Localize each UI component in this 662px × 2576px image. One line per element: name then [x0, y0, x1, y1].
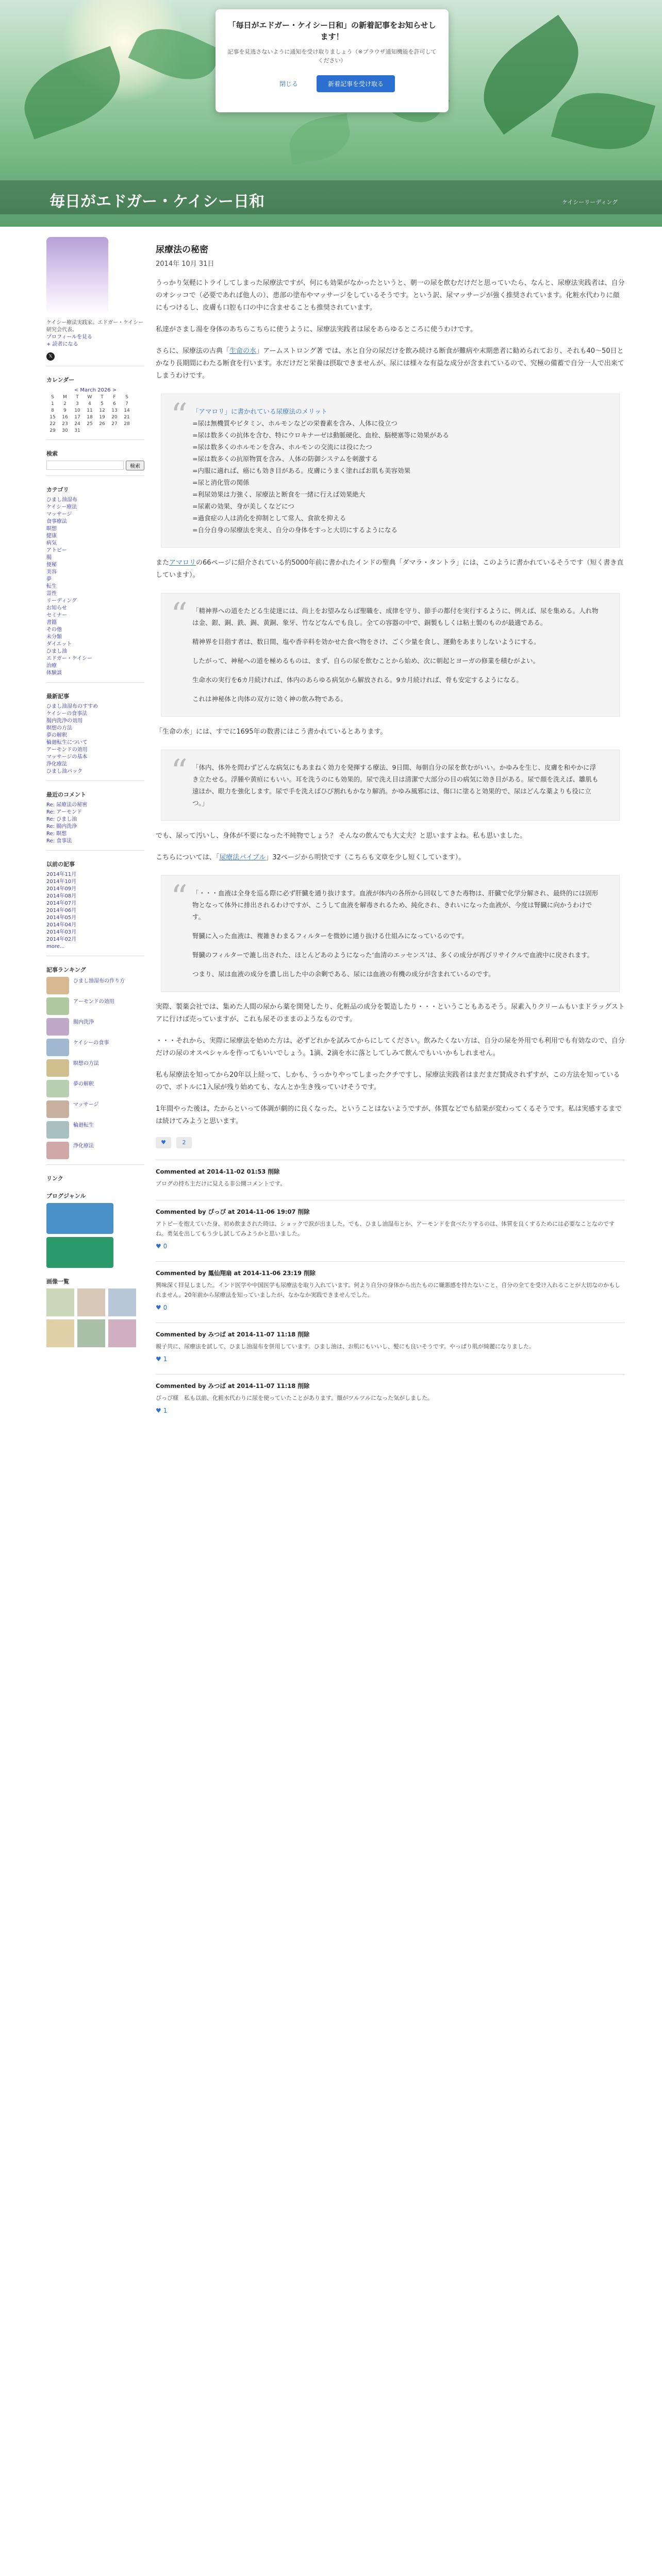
text: 」32ページから明快です（こちらも文章を少し短くしています）。	[266, 854, 466, 861]
book-link[interactable]: アマロリ	[169, 559, 196, 567]
ranking-thumb	[46, 997, 69, 1015]
post-paragraph: うっかり気軽にトライしてしまった尿療法ですが、何にも効果がなかったというと、朝一の尿を飲むだけだと思っていたら、なんと、尿療法実践者は、自分のオシッコで（必要であれば他人の）、患部の塗布やマッサージをしているそうです。という訳、尿マッサージが強く推奨されています。化粧水代わりに顔にもつけるし、皮膚も口腔も口の中に含ませることも推奨されています。	[156, 279, 625, 312]
recent-post-link[interactable]: 腸内洗浄の効用	[46, 718, 82, 724]
calendar-day[interactable]: 1	[51, 401, 54, 406]
ranking-item[interactable]	[46, 1080, 144, 1097]
recent-post-link[interactable]: 夢の解釈	[46, 733, 67, 738]
banner-ad[interactable]	[46, 1237, 113, 1268]
like-icon[interactable]: ♥	[156, 1407, 163, 1414]
calendar-day[interactable]: 15	[49, 415, 56, 420]
comment-header: Commented at 2014-11-02 01:53 削除	[156, 1168, 280, 1175]
quote-line: 腎臓のフィルターで漉し出された、ほとんどあのようになった‘血清のエッセンス’は、多くの成分が再びリサイクルで血液中に戻されます。	[192, 951, 594, 959]
calendar-day[interactable]: 8	[51, 408, 54, 413]
comment	[156, 1374, 625, 1414]
ranking-title: 記事ランキング	[46, 967, 86, 973]
calendar-day[interactable]: 25	[87, 421, 93, 427]
quote-line: したがって、神秘への道を極めるものは、まず、自らの尿を飲むことから始め、次に朝起とヨーガの修業を積むがよい。	[192, 657, 540, 665]
like-count: 1	[163, 1355, 168, 1363]
like-icon[interactable]: ♥	[156, 1137, 171, 1148]
post-paragraph: でも、尿って汚いし、身体が不要になった不純物でしょう？ そんなの飲んでも大丈夫？と思いますよね。私も思いました。	[156, 832, 527, 840]
post-paragraph: 「生命の水」には、すでに1695年の数書にはこう書かれているとあります。	[156, 728, 387, 736]
calendar-day[interactable]: 9	[63, 408, 67, 413]
categories-title: カテゴリ	[46, 486, 69, 493]
quote-line: =過食症の人は消化を抑制として常人、食欲を抑える	[192, 514, 346, 522]
quote-line: =利尿効果は力強く、尿療法と断食を一緒に行えば効果絶大	[192, 490, 366, 498]
ranking-list	[46, 977, 144, 1159]
ranking-thumb	[46, 1100, 69, 1118]
quote-mark-icon: “	[171, 596, 188, 634]
category-list	[46, 497, 144, 677]
archive-title: 以前の記事	[46, 861, 75, 868]
calendar-day: T	[76, 395, 79, 400]
recent-post-link[interactable]: ひまし油パック	[46, 769, 82, 774]
quote-line: 生命水の実行を6カ月続ければ、体内のあらゆる病気から解放される。9カ月続ければ、骨も安定するようになる。	[192, 676, 523, 684]
recent-comment-link[interactable]: Re: 尿療法の秘密	[46, 802, 88, 808]
ranking-link[interactable]: アーモンドの効用	[73, 999, 114, 1005]
category-link[interactable]: 健康	[46, 533, 57, 539]
like-count: 0	[163, 1304, 168, 1311]
archive-list	[46, 871, 144, 951]
image-thumb[interactable]	[46, 1289, 74, 1316]
ranking-link[interactable]: 輪廻転生	[73, 1123, 94, 1128]
post-title[interactable]: 尿療法の秘密	[156, 245, 208, 255]
quote-mark-icon: “	[171, 878, 188, 917]
profile-link[interactable]: プロフィールを見る	[46, 334, 92, 340]
quote-mark-icon: “	[171, 753, 188, 791]
calendar-day[interactable]: 17	[74, 415, 80, 420]
calendar-day[interactable]: 7	[125, 401, 128, 406]
links-title: リンク	[46, 1175, 63, 1182]
comment	[156, 1200, 625, 1250]
category-link[interactable]: ダイエット	[46, 641, 72, 647]
category-link[interactable]: 美容	[46, 569, 57, 575]
category-link[interactable]: 転生	[46, 584, 57, 589]
recent-list	[46, 703, 144, 775]
calendar-day[interactable]: 6	[113, 401, 116, 406]
blockquote	[161, 750, 620, 821]
calendar-day	[84, 428, 96, 434]
quote-mark-icon: “	[171, 397, 188, 435]
site-title[interactable]: 毎日がエドガー・ケイシー日和	[49, 193, 264, 211]
post-paragraph: ・・・それから、実際に尿療法を始めた方は、必ずどれかを試みてからにしてください。飲みたくない方は、自分の尿を外用でも利用でも有効なので、自分だけの尿のオスペシャルを作ってもいいでしょう。1滴、2滴を水に落としてしみて飲んでもいいかもしれません。	[156, 1037, 625, 1057]
recent-comments-list	[46, 802, 144, 845]
category-link[interactable]: アトピー	[46, 548, 67, 553]
ranking-item[interactable]	[46, 1018, 144, 1036]
category-link[interactable]: 瞑想	[46, 526, 57, 532]
category-link[interactable]: セミナー	[46, 613, 67, 618]
text: 」アームストロング著 では、水と自分の尿だけを飲み続ける断食が難病や末期患者に勧められており、それも40～50日とかなり長期間にわたる断食を行います。水だけだと栄養は摂取できませんが、尿には様々な有益な成分が含まれているので、究極の備蓄で自分一人で出来てしまうわけです。	[156, 347, 624, 380]
quote-content	[192, 405, 602, 536]
calendar-day: M	[63, 395, 67, 400]
image-thumb[interactable]	[77, 1289, 105, 1316]
calendar-day[interactable]: 29	[49, 428, 56, 433]
ranking-thumb	[46, 1059, 69, 1077]
search-input[interactable]	[46, 461, 124, 470]
post-paragraph: 私達がさまし湯を身体のあちらこちらに使うように、尿療法実践者は尿をあらゆるところに使うわけです。	[156, 326, 477, 333]
archive-link[interactable]: 2014年07月	[46, 901, 77, 906]
quote-line: これは神秘体と肉体の双方に効く神の飲み物である。	[192, 695, 347, 703]
category-link[interactable]: エドガー・ケイシー	[46, 656, 92, 662]
quote-content	[192, 605, 602, 705]
ranking-link[interactable]: 浄化療法	[73, 1143, 94, 1149]
blockquote	[161, 394, 620, 548]
post-paragraph	[156, 852, 625, 864]
calendar-day	[108, 428, 121, 434]
comment-like	[156, 1243, 625, 1250]
category-link[interactable]: 食事療法	[46, 519, 67, 524]
close-button[interactable]: 閉じる	[269, 75, 308, 92]
ranking-thumb	[46, 1018, 69, 1036]
post-date: 2014年 10月 31日	[156, 260, 214, 268]
calendar-day[interactable]: 2	[63, 401, 67, 406]
calendar-day: S	[125, 395, 128, 400]
comment-header: Commented by 鳳仙翔扇 at 2014-11-06 23:19 削除	[156, 1269, 316, 1277]
archive-link[interactable]: 2014年03月	[46, 929, 77, 935]
post-paragraph	[156, 557, 625, 582]
calendar-day: S	[51, 395, 54, 400]
archive-link[interactable]: 2014年09月	[46, 886, 77, 892]
calendar-day	[96, 428, 108, 434]
comment-header: Commented by みつば at 2014-11-07 11:18 削除	[156, 1331, 310, 1338]
ranking-link[interactable]: マッサージ	[73, 1102, 99, 1108]
comment	[156, 1323, 625, 1363]
recent-comment-link[interactable]: Re: 腸内洗浄	[46, 824, 77, 829]
comment-header: Commented by ぴっぴ at 2014-11-06 19:07 削除	[156, 1208, 310, 1215]
like-count: 2	[176, 1137, 192, 1148]
calendar-day[interactable]: 10	[74, 408, 80, 413]
calendar-day	[121, 428, 133, 434]
subscribe-button[interactable]: 新着記事を受け取る	[317, 75, 395, 92]
category-link[interactable]: ひまし油湿布	[46, 497, 77, 503]
main-content	[156, 227, 625, 1414]
ranking-item[interactable]	[46, 1039, 144, 1056]
quote-line: =尿は数多くの抗体を含む、特にウロキナーゼは動脈硬化、血栓、脳梗塞等に効果がある	[192, 431, 449, 439]
archive-link[interactable]: 2014年06月	[46, 908, 77, 913]
image-thumb[interactable]	[108, 1289, 136, 1316]
like-icon[interactable]: ♥	[156, 1243, 163, 1250]
calendar-day[interactable]: 16	[62, 415, 68, 420]
calendar-day[interactable]: 31	[74, 428, 80, 433]
comment-like	[156, 1407, 625, 1414]
category-link[interactable]: 腸	[46, 555, 52, 561]
recent-comment-link[interactable]: Re: アーモンド	[46, 809, 82, 815]
book-link[interactable]: 生命の水	[229, 347, 257, 355]
calendar-day: W	[87, 395, 92, 400]
like-count: 0	[163, 1243, 168, 1250]
comment	[156, 1261, 625, 1311]
comment-body: ブログの持ち主だけに見える非公開コメントです。	[156, 1180, 286, 1187]
calendar-day[interactable]: 27	[111, 421, 118, 427]
comment-body: 興味深く拝見しました。インド医学や中国医学も尿療法を取り入れています。何より自分の身体から出たものに嫌悪感を持たないこと、自分の全てを受け入れることが大切なのかもしれません。20年前から尿療法を知っていましたが、なかなか実践できませんでした。	[156, 1282, 621, 1298]
quote-line: 腎臓に入った血液は、複雑きわまるフィルターを微妙に通り抜ける仕組みになっているのです。	[192, 932, 469, 940]
archive-link[interactable]: 2014年05月	[46, 915, 77, 921]
ranking-thumb	[46, 1080, 69, 1097]
quote-line: つまり、尿は血液の成分を濃し出した中の余剰である、尿には血液の有機の成分が含まれているのです。	[192, 970, 495, 978]
image-thumb[interactable]	[108, 1319, 136, 1347]
calendar-day[interactable]: 3	[76, 401, 79, 406]
x-share-icon[interactable]: 𝕏	[46, 352, 55, 361]
comments-title: 最近のコメント	[46, 791, 86, 798]
ranking-item[interactable]	[46, 1059, 144, 1077]
recent-post-link[interactable]: アーモンドの効用	[46, 747, 88, 753]
quote-line: =尿は数多くの抗原物質を含み、人体の防御システムを刺激する	[192, 455, 378, 463]
category-link[interactable]: 治療	[46, 663, 57, 669]
calendar-day[interactable]: 20	[111, 415, 118, 420]
images-title: 画像一覧	[46, 1278, 69, 1285]
blockquote	[161, 875, 620, 992]
ranking-thumb	[46, 1142, 69, 1159]
post-paragraph: 私も尿療法を知ってから20年以上経って、しかも、うっかりやってしまったクチですし、尿療法実践者はまだまだ賛成されずすが、この方法を知っているので、ボトルに1入尿が残り始めても、なんとか生き残っていけそうです。	[156, 1071, 620, 1091]
image-thumb[interactable]	[77, 1319, 105, 1347]
sidebar	[46, 227, 144, 1347]
archive-link[interactable]: 2014年08月	[46, 893, 77, 899]
recent-comment-link[interactable]: Re: 瞑想	[46, 831, 67, 837]
ranking-item[interactable]	[46, 1100, 144, 1118]
category-link[interactable]: ケイシー療法	[46, 504, 77, 510]
category-link[interactable]: その他	[46, 627, 62, 633]
recent-post-link[interactable]: マッサージの基本	[46, 754, 88, 760]
follow-link[interactable]: + 読者になる	[46, 342, 78, 347]
ranking-item[interactable]	[46, 1142, 144, 1159]
leaf-decoration	[13, 46, 131, 139]
calendar-day[interactable]: 24	[74, 421, 80, 427]
calendar-month[interactable]: < March 2026 >	[74, 387, 117, 393]
calendar-day[interactable]: 26	[99, 421, 105, 427]
calendar-day[interactable]: 5	[101, 401, 104, 406]
comment	[156, 1160, 625, 1189]
quote-line: =内服に適れば、癌にも効き目がある。皮膚にうまく塗ればお肌も美容効果	[192, 467, 410, 474]
ranking-thumb	[46, 1039, 69, 1056]
calendar-day[interactable]: 14	[124, 408, 130, 413]
comment-like	[156, 1304, 625, 1311]
category-link[interactable]: ひまし油	[46, 649, 67, 654]
calendar-day[interactable]: 19	[99, 415, 105, 420]
comments-section	[156, 1160, 625, 1414]
category-link[interactable]: お知らせ	[46, 605, 67, 611]
quote-line: =尿は無機質やビタミン、ホルモンなどの栄養素を含み、人体に役立つ	[192, 419, 398, 427]
quote-line: 「体内、体外を問わずどんな病気にもあまねく効力を発揮する療法、9日間、毎朝自分の尿を飲むがいい。かゆみを生じ、皮膚を和やかに浮き立たせる。浮腫や黄疸にもいい。耳を洗うのにも効果的。尿で洗え目は清潔で大部分の目の病気に効き目がある。尿で顔を洗えば、雛肌も遠ほか、眼力を強化します。尿で手を洗えばひび割れもかなり解消。かゆみ風邪には、傷口に塗ると効果的で、尿はどんな薬よりも役に立つ。」	[192, 764, 599, 807]
recent-comment-link[interactable]: Re: ひまし油	[46, 817, 77, 822]
calendar-day[interactable]: 21	[124, 415, 130, 420]
profile-text: ケイシー療法実践家。エドガー・ケイシー研究会代表。	[46, 320, 144, 333]
recent-post-link[interactable]: ケイシーの食事法	[46, 711, 88, 717]
calendar-day[interactable]: 18	[87, 415, 93, 420]
text: こちらについては、「	[156, 854, 220, 861]
image-thumb[interactable]	[46, 1319, 74, 1347]
calendar-day[interactable]: 30	[62, 428, 68, 433]
calendar-day: T	[101, 395, 104, 400]
search-title: 検索	[46, 450, 58, 457]
site-tagline: ケイシーリーディング	[562, 199, 618, 206]
category-link[interactable]: 未分類	[46, 634, 62, 640]
ranking-link[interactable]: 夢の解釈	[73, 1081, 94, 1087]
quote-line: 「アマロリ」に書かれている尿療法のメリット	[192, 408, 328, 415]
comment-body: ぴっぴ様 私も以前、化粧水代わりに尿を使っていたことがあります。顔がツルツルになった気がしました。	[156, 1395, 434, 1401]
comment-header: Commented by みつば at 2014-11-07 11:18 削除	[156, 1382, 310, 1389]
category-link[interactable]: マッサージ	[46, 512, 72, 517]
category-link[interactable]: リーディング	[46, 598, 77, 604]
category-link[interactable]: 夢	[46, 577, 52, 582]
ranking-item[interactable]	[46, 977, 144, 994]
ranking-link[interactable]: 瞑想の方法	[73, 1061, 99, 1066]
category-link[interactable]: 書籍	[46, 620, 57, 625]
ranking-link[interactable]: ケイシーの食事	[73, 1040, 109, 1046]
notice-title: 「毎日がエドガー・ケイシー日和」の新着記事をお知らせします！	[228, 21, 436, 41]
archive-link[interactable]: 2014年11月	[46, 872, 77, 877]
social-buttons	[156, 1137, 625, 1148]
like-icon[interactable]: ♥	[156, 1304, 163, 1311]
search-button[interactable]: 検索	[126, 461, 144, 470]
ranking-thumb	[46, 977, 69, 994]
calendar-day[interactable]: 11	[87, 408, 93, 413]
banner-ad[interactable]	[46, 1203, 113, 1234]
blockquote	[161, 593, 620, 717]
quote-line: 「精神界への道をたどる生徒達には、尚上をお望みならば聖職を、成律を守り、節手の都付を実行するように、例えば、尿を集める。人れ物は金、銀、銅、鉄、錫、黄銅、象牙、竹などなんでも良し。全ての容器の中で、銅製もしくは粘土製のものが最適である。	[192, 607, 599, 626]
archive-link[interactable]: more...	[46, 944, 65, 950]
ranking-item[interactable]	[46, 1121, 144, 1139]
recent-title: 最新記事	[46, 693, 69, 700]
leaf-decoration	[286, 113, 354, 165]
ranking-thumb	[46, 1121, 69, 1139]
calendar-title: カレンダー	[46, 377, 75, 383]
quote-line: =尿素の効果、身が美しくなどにつ	[192, 502, 294, 510]
archive-link[interactable]: 2014年02月	[46, 937, 77, 942]
book-link[interactable]: 尿療法バイブル	[219, 854, 266, 861]
quote-line: 精神界を目指す者は、数日間、塩や香辛料を効かせた食べ物をさけ、ごく少量を食し、運動をあまりしないようにする。	[192, 638, 540, 646]
comment-like	[156, 1355, 625, 1363]
notice-description: 記事を見逃さないように通知を受け取りましょう（※ブラウザ通知機能を許可してください）	[227, 48, 437, 64]
calendar	[46, 387, 144, 434]
push-notification-dialog	[216, 9, 449, 112]
comment-body: アトピーを抱えていた身、初め飲まされた時は、ショックで涙が出ました。でも、ひまし油湿布とか、アーモンドを食べたりするのは、体質を良くするためには必要なことなのですね。勇気を出してもう少し試してみようかと思いました。	[156, 1221, 615, 1237]
category-link[interactable]: 病気	[46, 540, 57, 546]
category-link[interactable]: 体験談	[46, 670, 62, 676]
archive-link[interactable]: 2014年10月	[46, 879, 77, 885]
recent-post-link[interactable]: 瞑想の方法	[46, 725, 72, 731]
like-count: 1	[163, 1407, 168, 1414]
calendar-day: F	[113, 395, 116, 400]
leaf-decoration	[551, 82, 655, 161]
calendar-day[interactable]: 28	[124, 421, 130, 427]
calendar-day[interactable]: 4	[88, 401, 91, 406]
text: さらに、尿療法の古典「	[156, 347, 230, 355]
text: また	[156, 559, 170, 567]
quote-line: =自分自身の尿療法を実え、自分の身体をすっと大切にするようになる	[192, 526, 398, 534]
like-icon[interactable]: ♥	[156, 1355, 163, 1363]
genre-title: ブログジャンル	[46, 1193, 86, 1199]
quote-line: =尿は数多くのホルモンを含み、ホルモンの交流には役にたつ	[192, 443, 372, 451]
recent-post-link[interactable]: ひまし油湿布のすすめ	[46, 704, 98, 709]
post-paragraph: 実際、製薬会社では、集めた人間の尿から薬を開発したり、化粧品の成分を製造したり・・・ということもあるそう。尿素入りクリームもいまドラッグストアに行けば売っていますが、これも尿そのままのようなものです。	[156, 1003, 625, 1023]
recent-post-link[interactable]: 浄化療法	[46, 761, 67, 767]
avatar	[46, 237, 108, 314]
calendar-day[interactable]: 12	[99, 408, 105, 413]
calendar-day[interactable]: 13	[111, 408, 118, 413]
recent-post-link[interactable]: 輪廻転生について	[46, 740, 88, 745]
calendar-table	[46, 394, 133, 434]
ranking-link[interactable]: 腸内洗浄	[73, 1020, 94, 1025]
comment-body: 親子共に、尿療法を試して、ひまし油湿布を併用しています。ひまし油は、お肌にもいいし、髪にも良いそうです。やっぱり肌が綺麗になりました。	[156, 1343, 535, 1350]
post-paragraph: 1年間やった後は、たからといって体調が劇的に良くなった、ということはないようですが、体質などでも結果が変わってくるそうです。私は実感するまでは続けてみようと思います。	[156, 1105, 622, 1125]
recent-comment-link[interactable]: Re: 食事法	[46, 838, 72, 844]
ranking-item[interactable]	[46, 997, 144, 1015]
category-link[interactable]: 霊性	[46, 591, 57, 597]
quote-content	[192, 887, 602, 980]
post-paragraph	[156, 345, 625, 382]
ranking-link[interactable]: ひまし油湿布の作り方	[73, 978, 125, 984]
quote-line: =尿と消化管の関係	[192, 479, 250, 486]
archive-link[interactable]: 2014年04月	[46, 922, 77, 928]
text: の66ページに紹介されている約5000年前に書かれたインドの聖典「ダマラ・タントラ」には、このように書かれているそうです（短く書き直しています）。	[156, 559, 624, 579]
quote-line: 「・・・血液は全身を巡る際に必ず肝臓を通り抜けます。血液が体内の各所から回収してきた毒物は、肝臓で化学分解され、最終的には固形物となって体外に排出されるわけですが、こうして血液を解毒されるため、純化され、きれいになった血液が、今度は腎臓に向かうわけです。	[192, 889, 599, 921]
category-link[interactable]: 便秘	[46, 562, 57, 568]
calendar-day[interactable]: 23	[62, 421, 68, 427]
calendar-day[interactable]: 22	[49, 421, 56, 427]
